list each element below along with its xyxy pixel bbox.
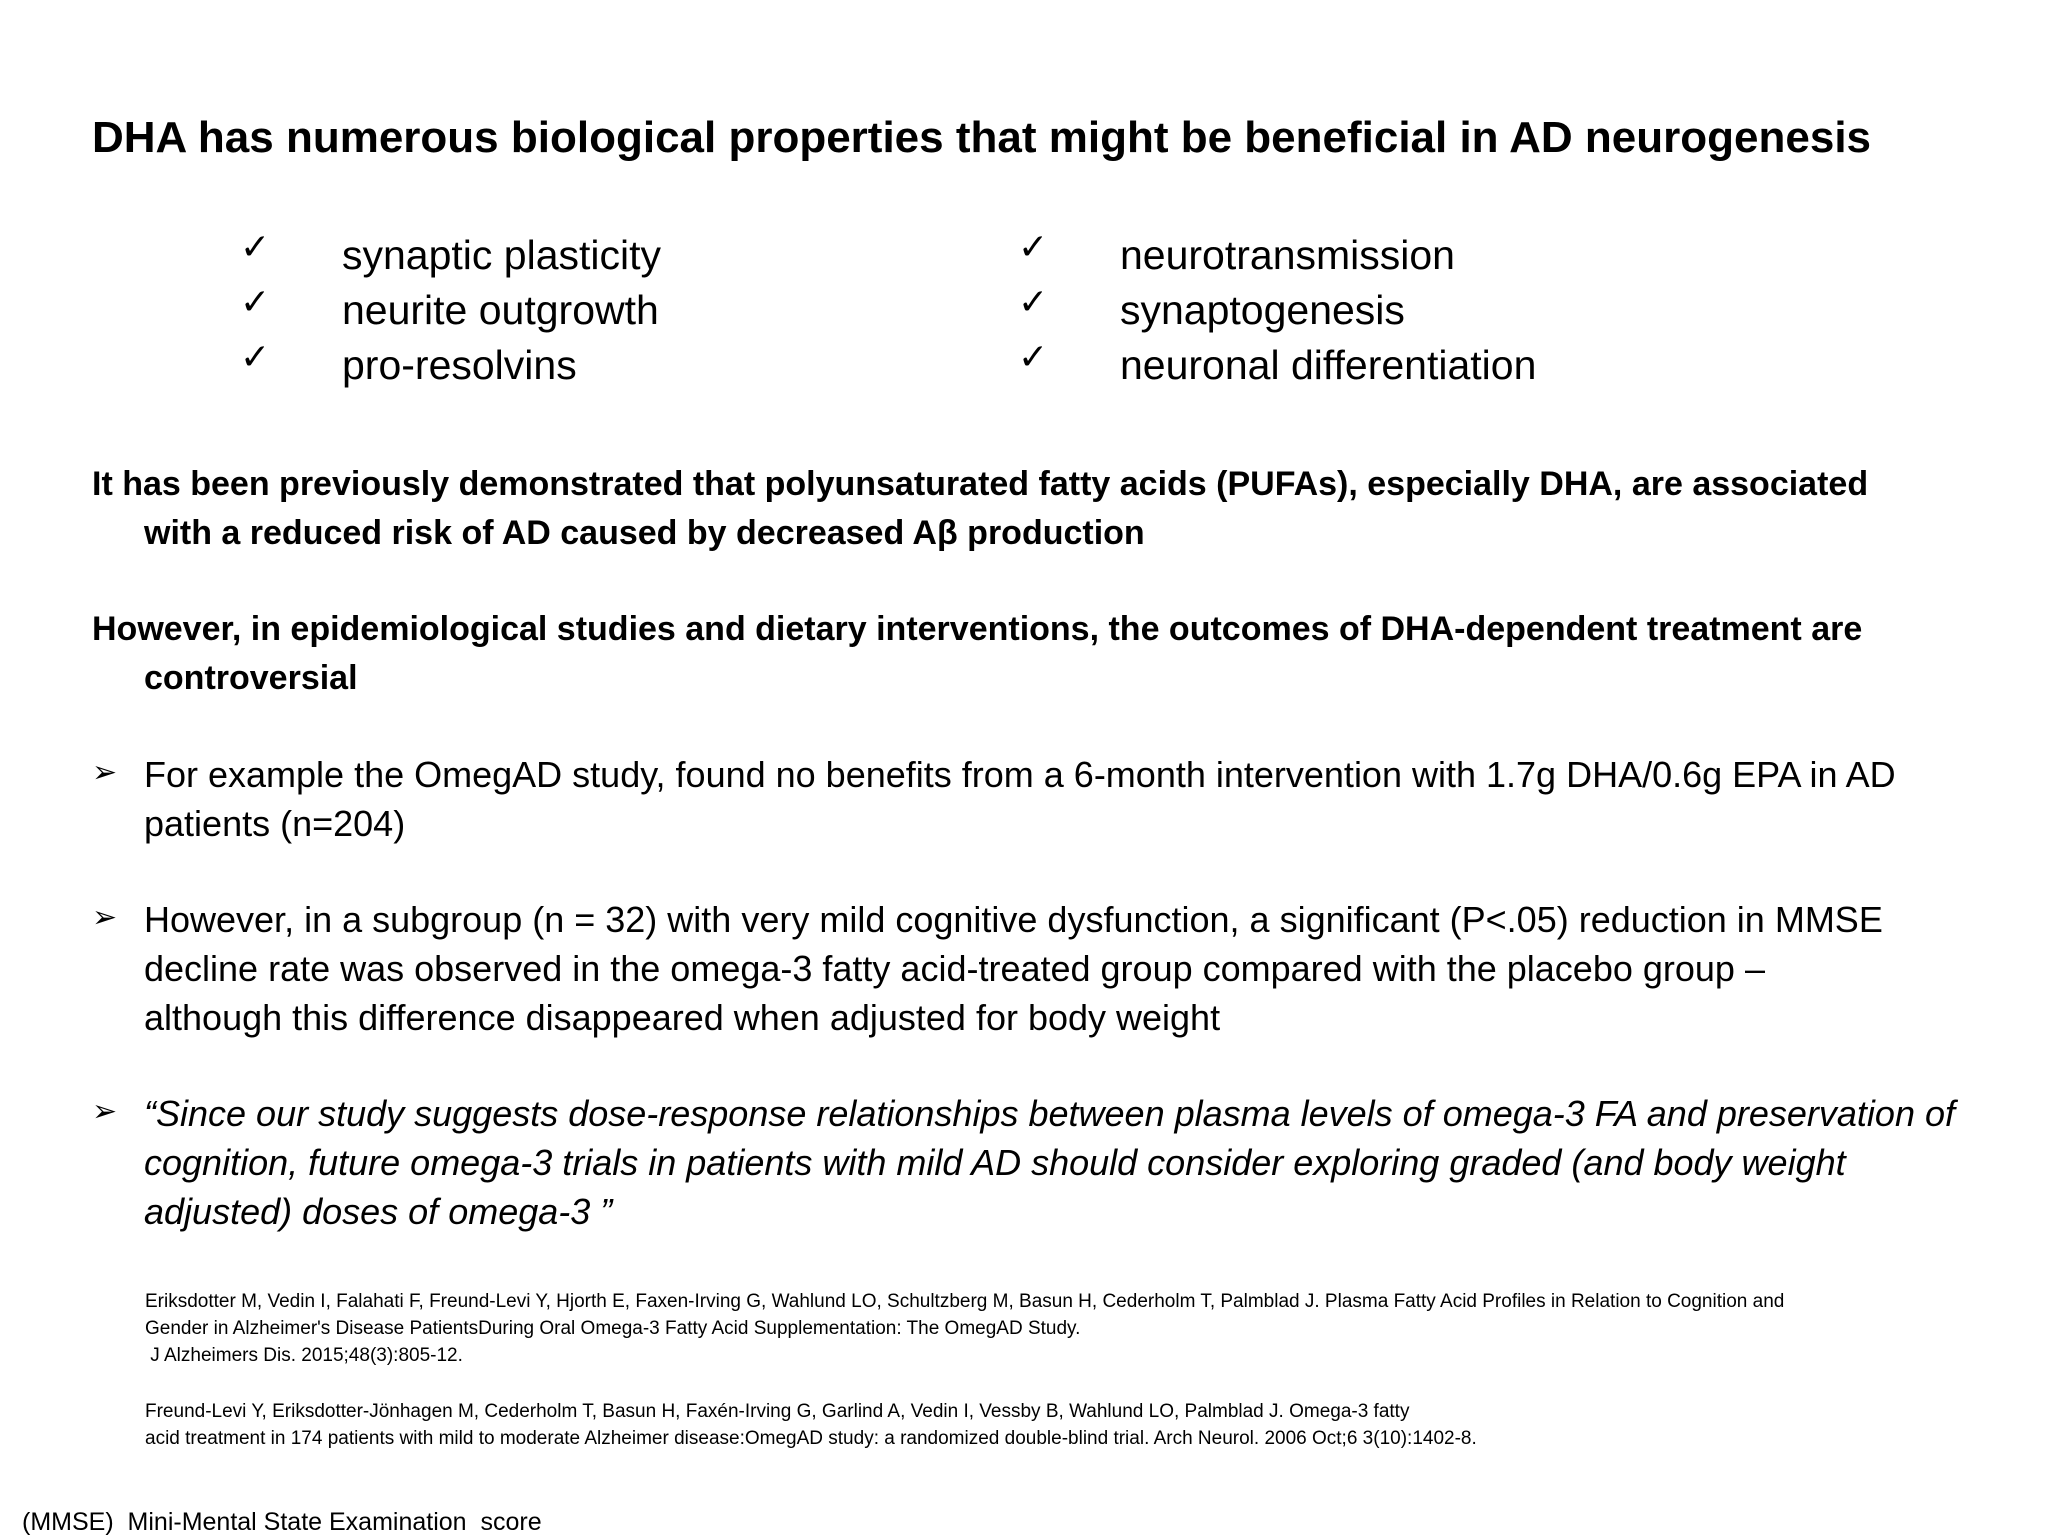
reference-line: Gender in Alzheimer's Disease PatientsDuring Oral Omega-3 Fatty Acid Supplementation: The OmegAD Study. (145, 1318, 1081, 1339)
reference-eriksdotter-2015 (145, 1288, 2025, 1369)
check-mark-icon: ✓ (1018, 337, 1049, 378)
slide-title: DHA has numerous biological properties that might be beneficial in AD neurogenesis (92, 113, 1872, 162)
bullet-line: patients (n=204) (144, 803, 406, 844)
paragraph-line: controversial (144, 659, 358, 697)
arrowhead-bullet-icon: ➢ (92, 900, 118, 935)
property-label: neuronal differentiation (1120, 342, 1537, 388)
paragraph-line: with a reduced risk of AD caused by decreased Aβ production (144, 514, 1145, 552)
bullet-text (144, 1089, 2024, 1236)
property-label: neurite outgrowth (342, 287, 659, 333)
bullet-line: although this difference disappeared when adjusted for body weight (144, 997, 1221, 1038)
property-label: neurotransmission (1120, 232, 1455, 278)
reference-freund-levi-2006 (145, 1398, 2025, 1452)
property-label: pro-resolvins (342, 342, 577, 388)
bullet-line: adjusted) doses of omega-3 ” (144, 1191, 613, 1232)
pufa-paragraph (92, 460, 1992, 558)
reference-line: J Alzheimers Dis. 2015;48(3):805-12. (145, 1345, 463, 1366)
bullet-line: decline rate was observed in the omega-3 fatty acid-treated group compared with the placebo group – (144, 948, 1765, 989)
bullet-line: “Since our study suggests dose-response relationships between plasma levels of omega-3 FA and preservation of (144, 1093, 1955, 1134)
bullet-text (144, 750, 2024, 848)
mmse-footnote: (MMSE) Mini-Mental State Examination score (22, 1508, 542, 1536)
check-mark-icon: ✓ (240, 227, 271, 268)
bullet-text (144, 895, 2024, 1042)
bullet-line: However, in a subgroup (n = 32) with very mild cognitive dysfunction, a significant (P<.05) reduction in MMSE (144, 899, 1883, 940)
check-mark-icon: ✓ (1018, 227, 1049, 268)
bullet-line: cognition, future omega-3 trials in patients with mild AD should consider exploring graded (and body weight (144, 1142, 1846, 1183)
reference-line: acid treatment in 174 patients with mild to moderate Alzheimer disease:OmegAD study: a randomized double-blind trial. Arch Neurol. 2006 Oct;6 3(10):1402-8. (145, 1428, 1477, 1449)
arrowhead-bullet-icon: ➢ (92, 755, 118, 790)
reference-line: Eriksdotter M, Vedin I, Falahati F, Freund-Levi Y, Hjorth E, Faxen-Irving G, Wahlund LO, Schultzberg M, Basun H, Cederholm T, Palmblad J. Plasma Fatty Acid Profiles in Relation to Cognition and (145, 1291, 1785, 1312)
check-mark-icon: ✓ (1018, 282, 1049, 323)
paragraph-line: It has been previously demonstrated that polyunsaturated fatty acids (PUFAs), especially DHA, are associated (92, 465, 1869, 503)
bullet-line: For example the OmegAD study, found no benefits from a 6-month intervention with 1.7g DHA/0.6g EPA in AD (144, 754, 1896, 795)
arrowhead-bullet-icon: ➢ (92, 1094, 118, 1129)
reference-line: Freund-Levi Y, Eriksdotter-Jönhagen M, Cederholm T, Basun H, Faxén-Irving G, Garlind A, Vedin I, Vessby B, Wahlund LO, Palmblad J. Omega-3 fatty (145, 1401, 1410, 1422)
property-label: synaptogenesis (1120, 287, 1405, 333)
controversy-paragraph (92, 605, 1992, 703)
check-mark-icon: ✓ (240, 337, 271, 378)
property-label: synaptic plasticity (342, 232, 662, 278)
check-mark-icon: ✓ (240, 282, 271, 323)
paragraph-line: However, in epidemiological studies and dietary interventions, the outcomes of DHA-dependent treatment are (92, 610, 1863, 648)
